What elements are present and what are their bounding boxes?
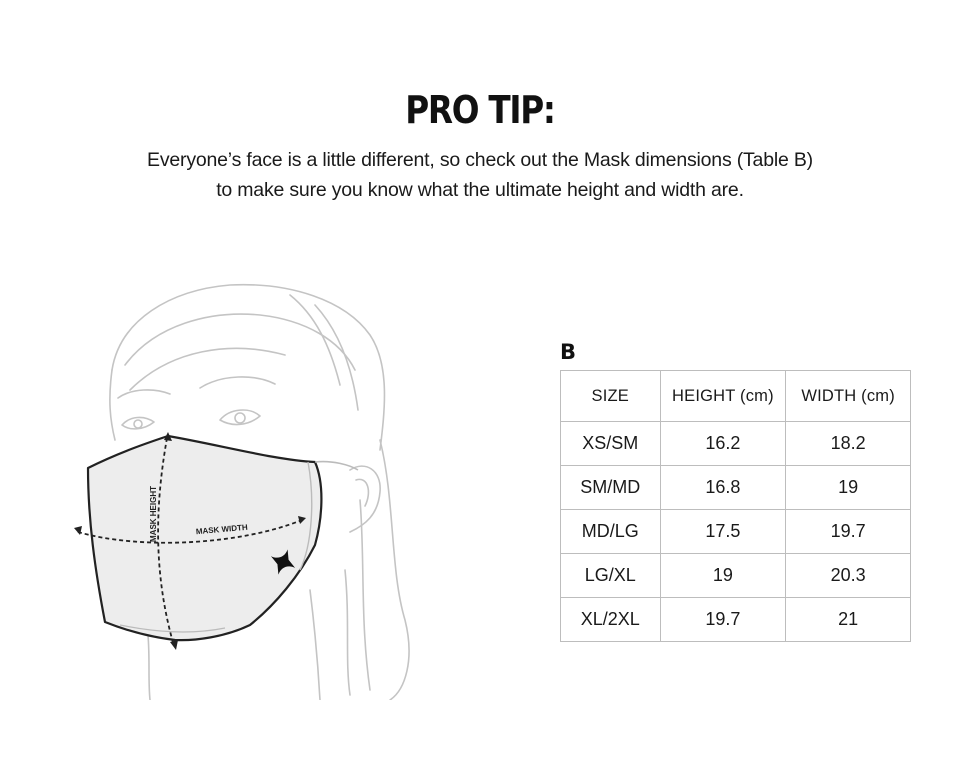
header-width: WIDTH (cm): [786, 371, 911, 422]
hair-outline: [112, 285, 384, 450]
pro-tip-line-2: to make sure you know what the ultimate height and width are.: [216, 179, 744, 201]
left-eye: [122, 417, 154, 428]
header-height: HEIGHT (cm): [660, 371, 786, 422]
mask-width-label: MASK WIDTH: [195, 522, 249, 537]
table-row: [561, 598, 911, 642]
header-size: SIZE: [561, 371, 661, 422]
mask-dimensions-table: [560, 370, 911, 642]
width-cell: 21: [786, 598, 911, 642]
height-cell: 17.5: [660, 510, 786, 554]
size-cell: XL/2XL: [561, 598, 661, 642]
mask-body: [88, 436, 321, 640]
height-cell: 16.8: [660, 466, 786, 510]
ear: [350, 466, 380, 532]
table-header-row: [561, 371, 911, 422]
table-row: [561, 510, 911, 554]
table-label: B: [560, 340, 577, 364]
size-cell: SM/MD: [561, 466, 661, 510]
width-cell: 20.3: [786, 554, 911, 598]
mask-height-label: MASK HEIGHT: [149, 486, 158, 542]
table-row: [561, 466, 911, 510]
width-cell: 19: [786, 466, 911, 510]
left-eyebrow: [118, 390, 170, 398]
height-cell: 16.2: [660, 422, 786, 466]
face-mask-illustration: [60, 270, 440, 700]
table-row: [561, 422, 911, 466]
neck: [148, 635, 150, 700]
pro-tip-line-1: Everyone’s face is a little different, so check out the Mask dimensions (Table B): [147, 149, 813, 171]
size-cell: MD/LG: [561, 510, 661, 554]
size-cell: LG/XL: [561, 554, 661, 598]
page-title: PRO TIP:: [405, 88, 555, 132]
height-cell: 19.7: [660, 598, 786, 642]
table-row: [561, 554, 911, 598]
size-cell: XS/SM: [561, 422, 661, 466]
pro-tip-text: [0, 145, 960, 205]
right-eyebrow: [200, 377, 275, 388]
width-cell: 18.2: [786, 422, 911, 466]
height-cell: 19: [660, 554, 786, 598]
width-cell: 19.7: [786, 510, 911, 554]
